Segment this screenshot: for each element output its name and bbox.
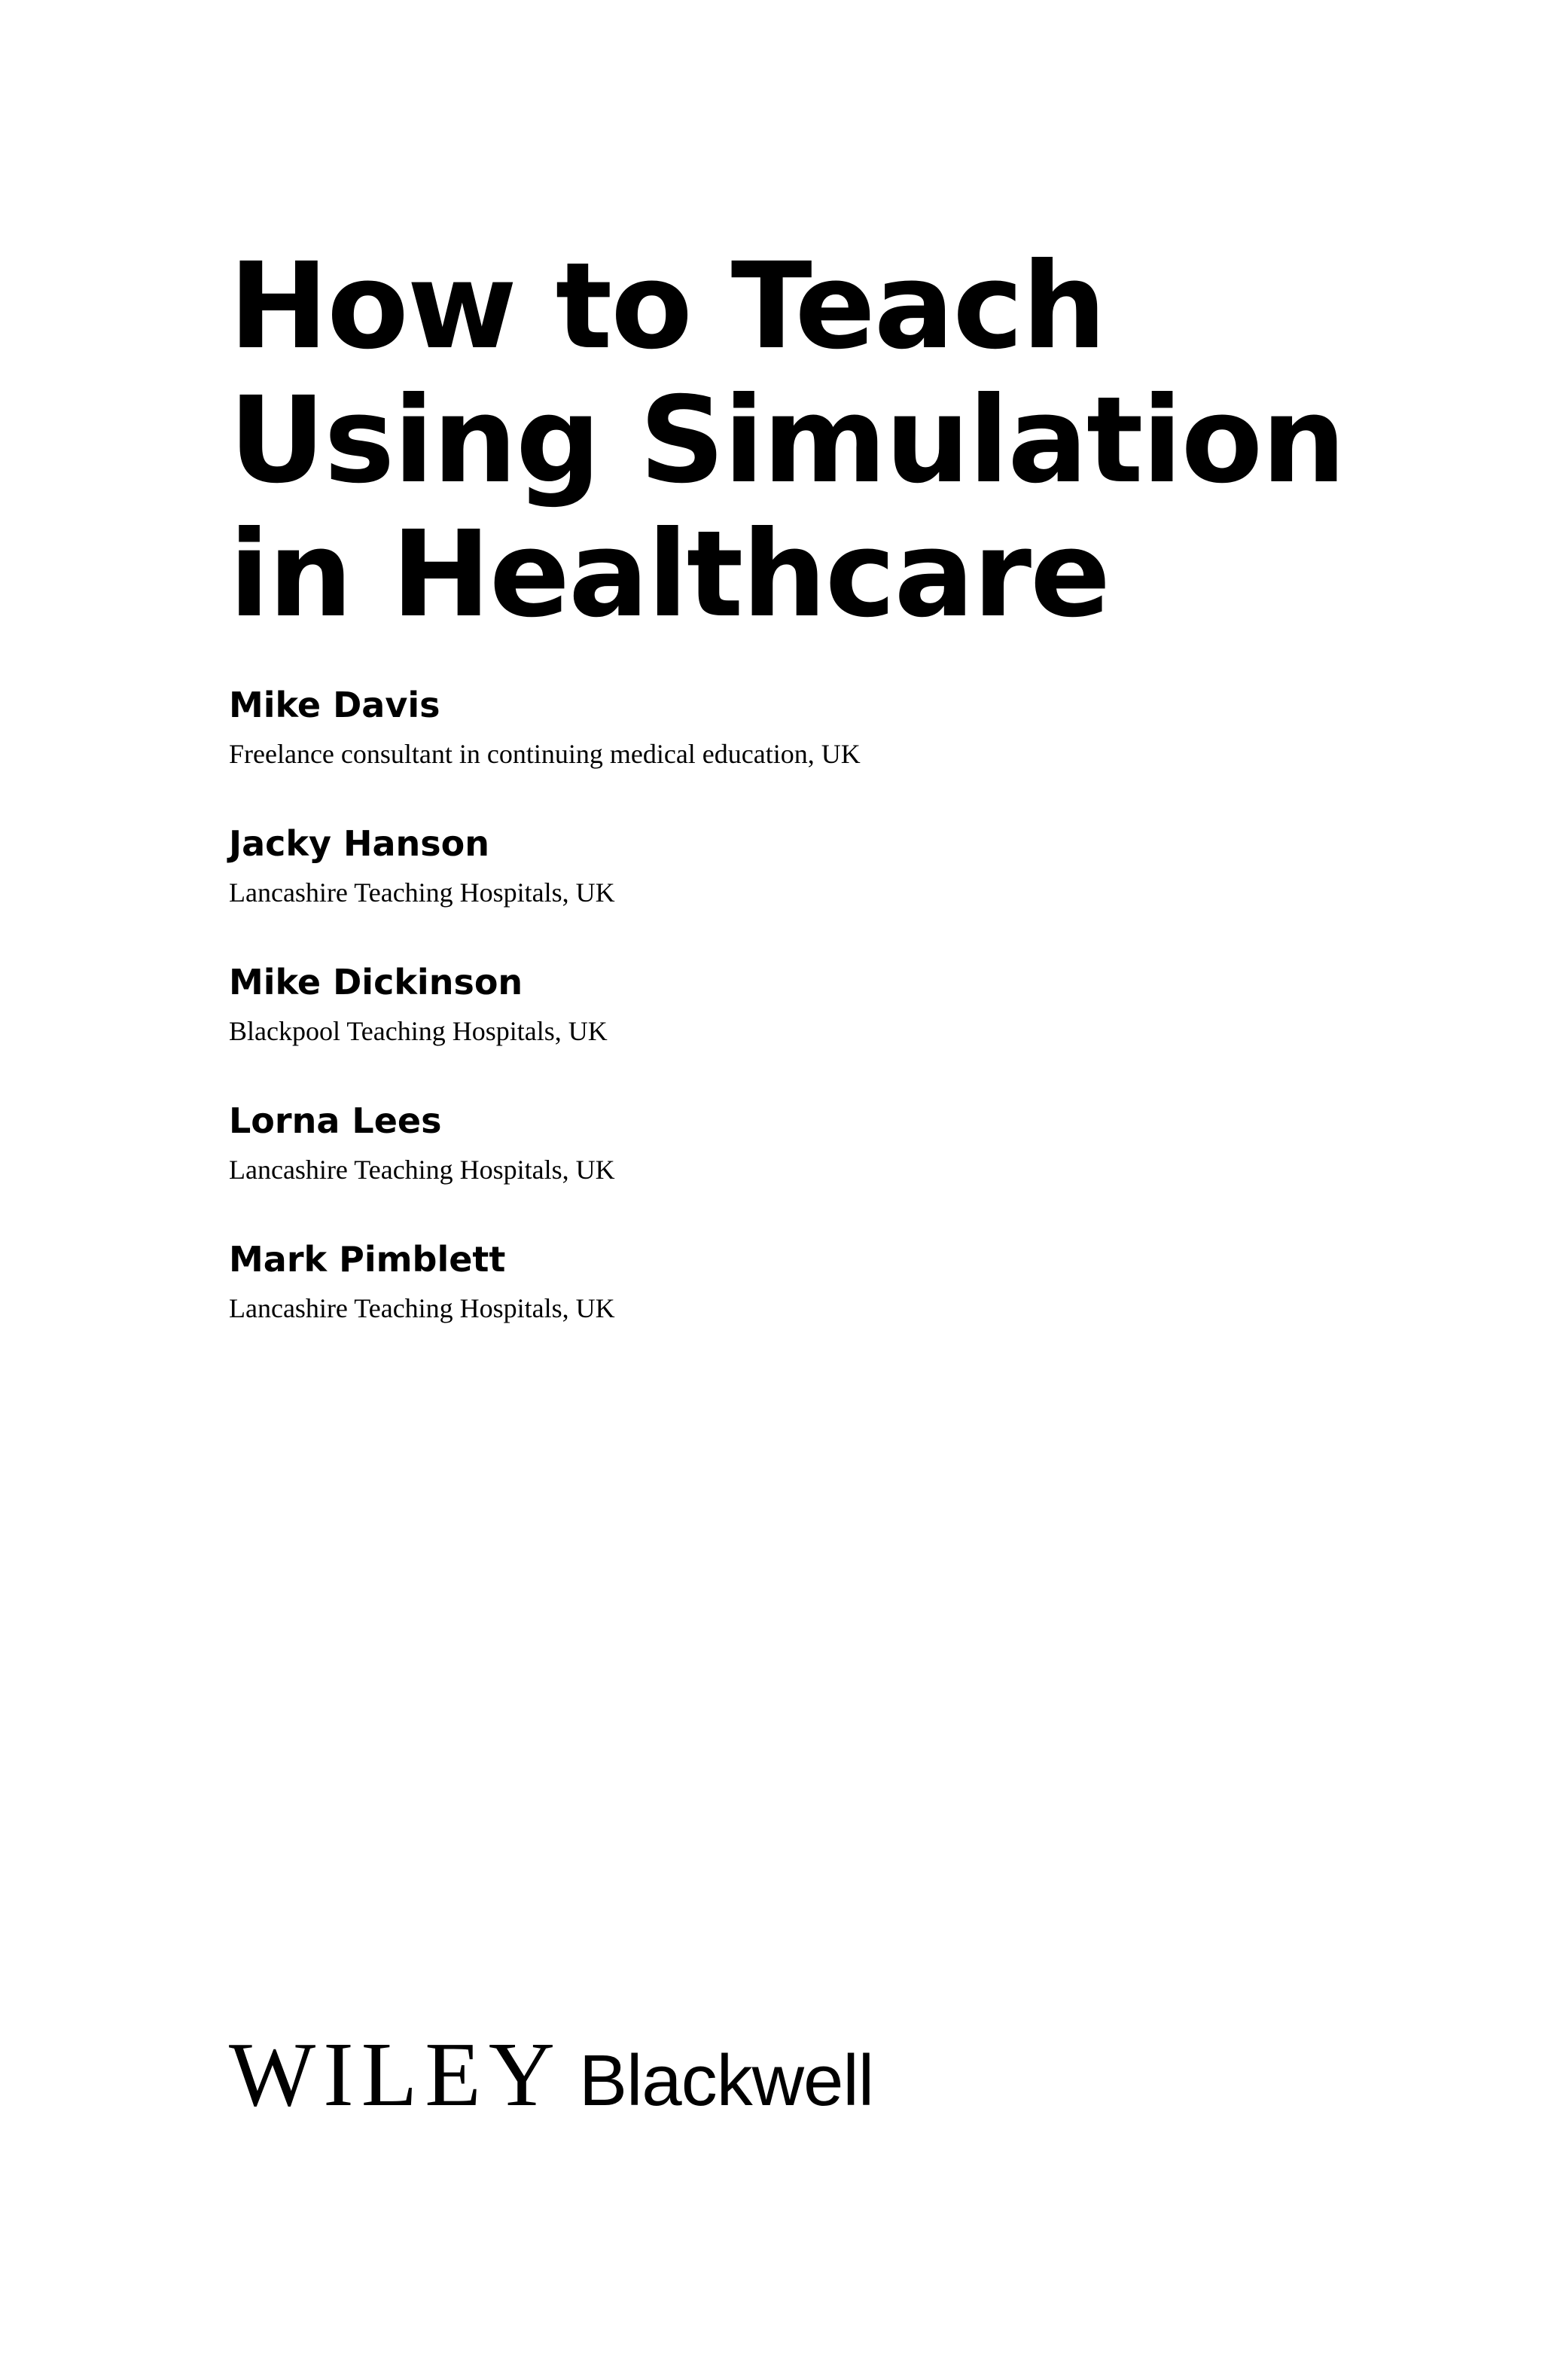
author-affiliation: Lancashire Teaching Hospitals, UK	[229, 877, 615, 908]
author-name: Mark Pimblett	[229, 1239, 506, 1280]
publisher-imprint: Blackwell	[578, 2040, 874, 2121]
publisher-name: WILEY	[229, 2024, 562, 2125]
author-entry	[229, 1094, 1358, 1232]
author-list	[229, 678, 1358, 1371]
book-title	[229, 237, 1358, 644]
author-entry	[229, 678, 1358, 816]
author-entry	[229, 816, 1358, 955]
title-line-1: How to Teach	[229, 237, 1105, 376]
author-name: Mike Dickinson	[229, 962, 523, 1002]
title-line-2: Using Simulation	[229, 371, 1345, 510]
author-entry	[229, 955, 1358, 1094]
author-name: Mike Davis	[229, 685, 440, 725]
author-entry	[229, 1232, 1358, 1371]
author-affiliation: Blackpool Teaching Hospitals, UK	[229, 1016, 608, 1046]
author-name: Jacky Hanson	[229, 823, 490, 864]
publisher-logo	[229, 2026, 873, 2124]
author-affiliation: Lancashire Teaching Hospitals, UK	[229, 1293, 615, 1323]
author-affiliation: Lancashire Teaching Hospitals, UK	[229, 1155, 615, 1185]
title-line-3: in Healthcare	[229, 505, 1110, 644]
author-name: Lorna Lees	[229, 1100, 442, 1141]
author-affiliation: Freelance consultant in continuing medical education, UK	[229, 739, 861, 769]
